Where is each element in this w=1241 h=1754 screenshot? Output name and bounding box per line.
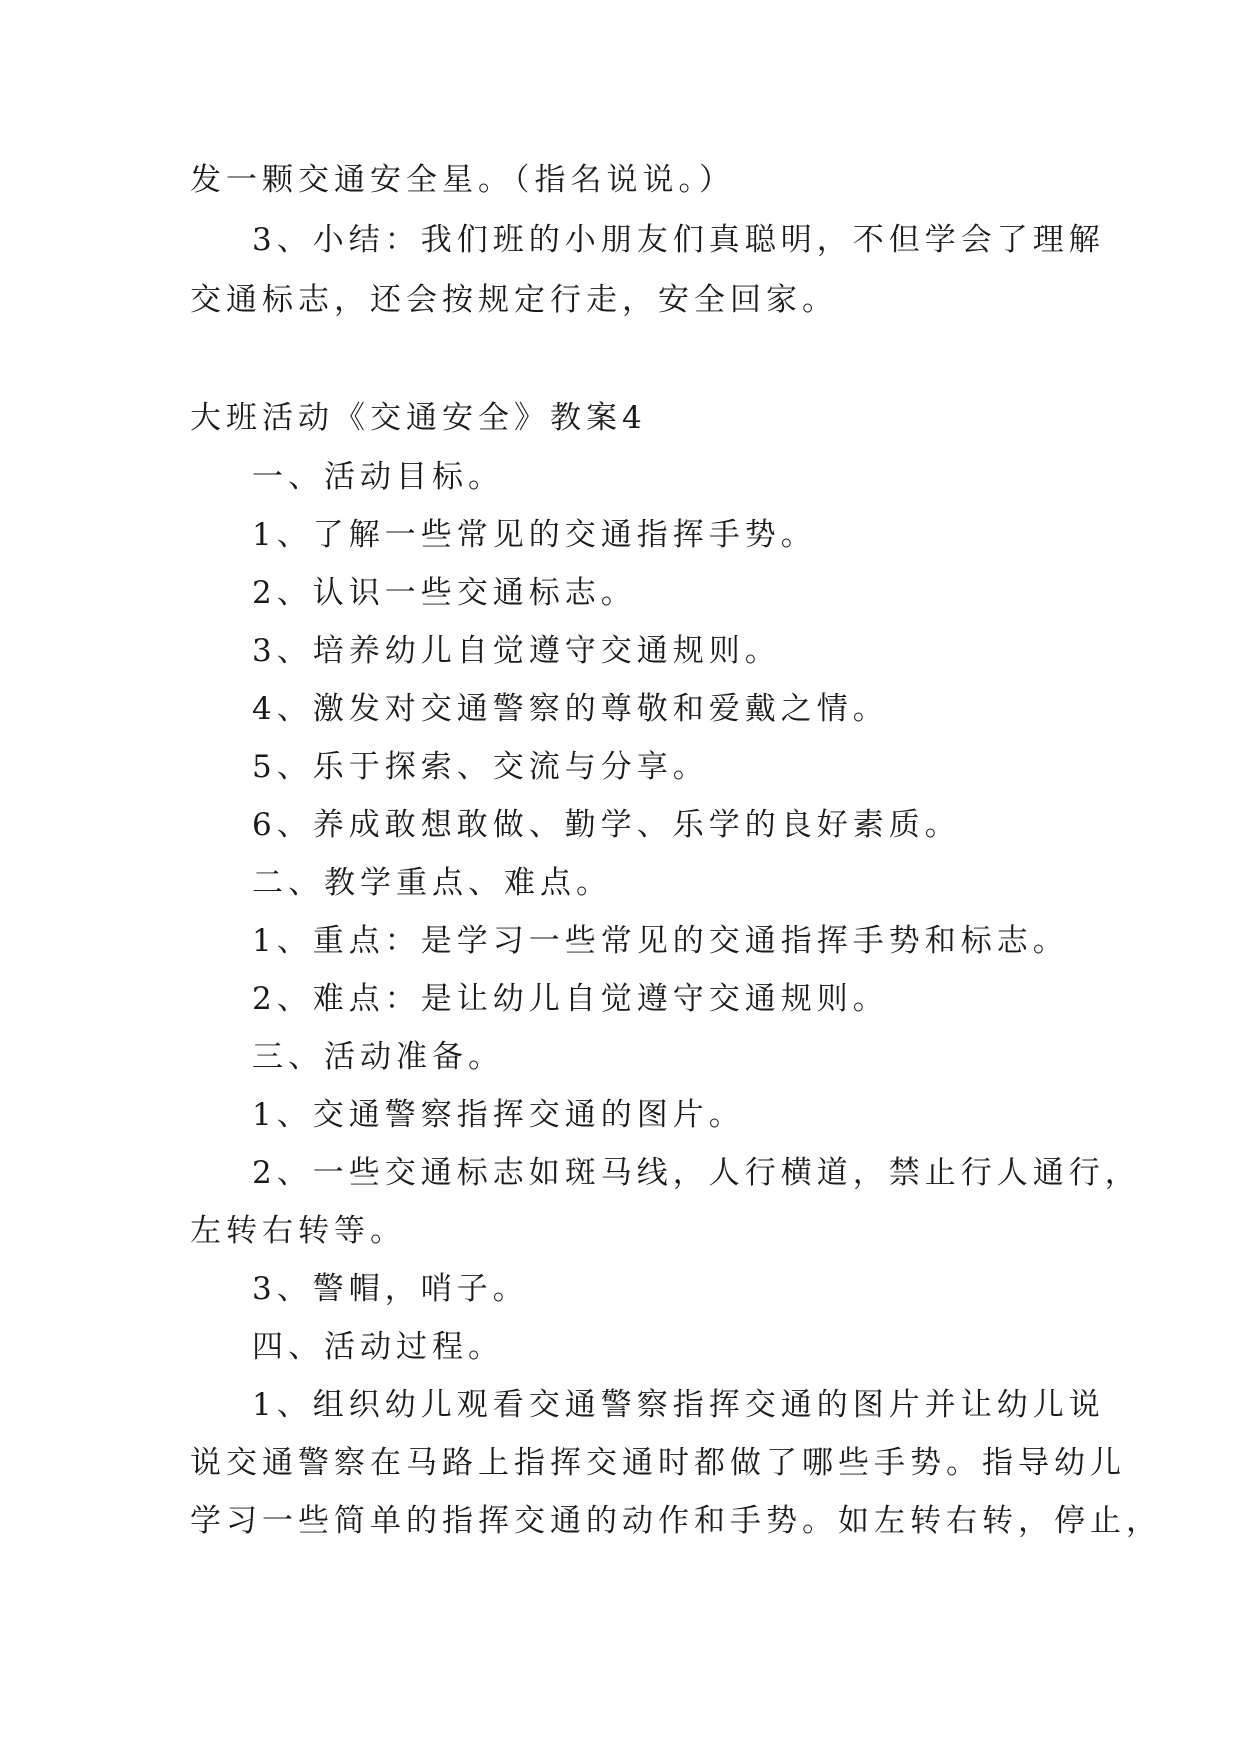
text-line: 1、重点：是学习一些常见的交通指挥手势和标志。 xyxy=(252,923,1069,959)
text-line: 说交通警察在马路上指挥交通时都做了哪些手势。指导幼儿 xyxy=(190,1445,1126,1481)
text-line: 2、难点：是让幼儿自觉遵守交通规则。 xyxy=(252,981,889,1017)
text-line: 2、认识一些交通标志。 xyxy=(252,575,637,611)
text-line: 二、教学重点、难点。 xyxy=(252,865,612,901)
text-line: 学习一些简单的指挥交通的动作和手势。如左转右转，停止， xyxy=(190,1503,1162,1539)
text-line: 一、活动目标。 xyxy=(252,459,504,495)
text-line: 1、了解一些常见的交通指挥手势。 xyxy=(252,517,817,553)
text-line: 5、乐于探索、交流与分享。 xyxy=(252,749,709,785)
text-line: 四、活动过程。 xyxy=(252,1329,504,1365)
text-line: 3、培养幼儿自觉遵守交通规则。 xyxy=(252,633,781,669)
text-line: 6、养成敢想敢做、勤学、乐学的良好素质。 xyxy=(252,807,961,843)
text-line: 4、激发对交通警察的尊敬和爱戴之情。 xyxy=(252,691,889,727)
section-heading: 大班活动《交通安全》教案4 xyxy=(190,400,647,436)
text-line: 发一颗交通安全星。（指名说说。） xyxy=(190,162,735,198)
text-line: 2、一些交通标志如斑马线，人行横道，禁止行人通行， xyxy=(252,1155,1141,1191)
text-line: 1、组织幼儿观看交通警察指挥交通的图片并让幼儿说 xyxy=(252,1387,1105,1423)
text-line: 3、小结：我们班的小朋友们真聪明，不但学会了理解 xyxy=(252,222,1105,258)
text-line: 1、交通警察指挥交通的图片。 xyxy=(252,1097,745,1133)
text-line: 交通标志，还会按规定行走，安全回家。 xyxy=(190,282,838,318)
text-line: 3、警帽，哨子。 xyxy=(252,1271,529,1307)
text-line: 左转右转等。 xyxy=(190,1213,406,1249)
text-line: 三、活动准备。 xyxy=(252,1039,504,1075)
